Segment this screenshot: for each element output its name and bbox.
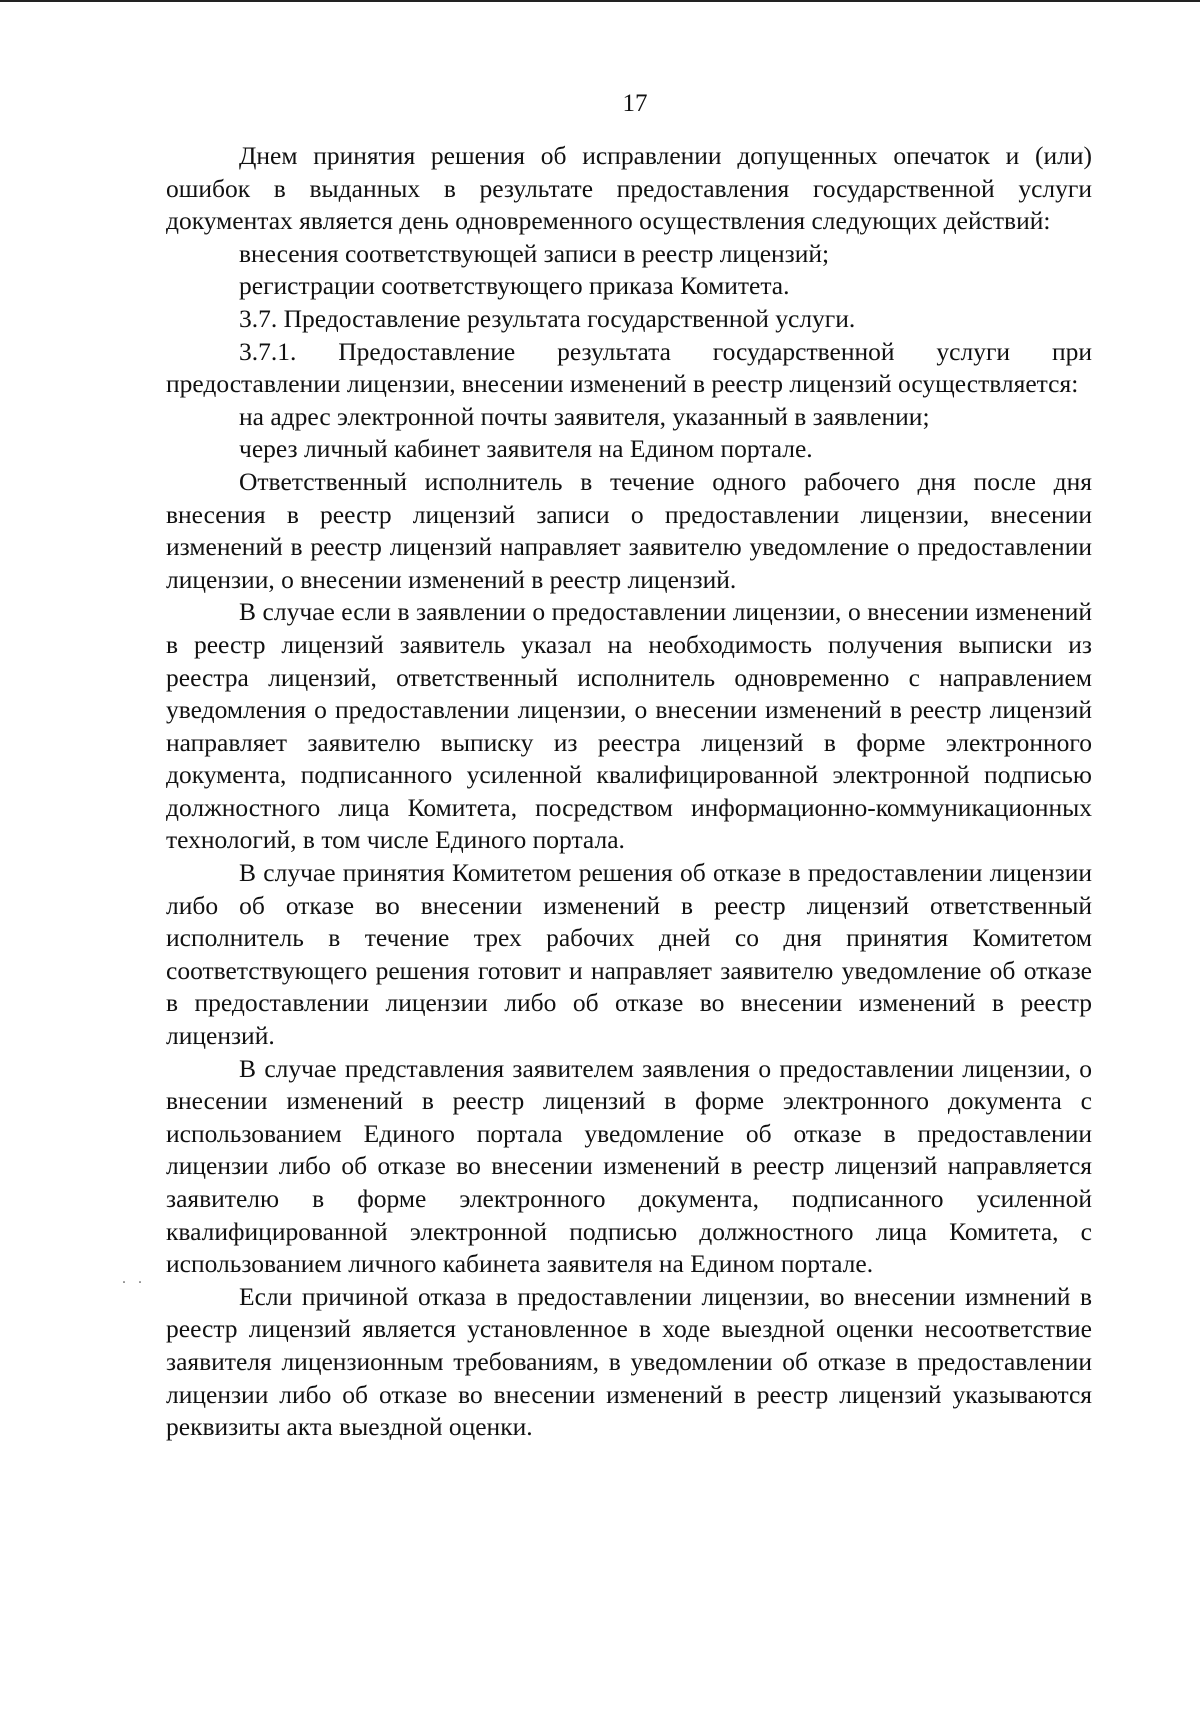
- paragraph-responsible-executor: Ответственный исполнитель в течение одного рабочего дня после дня внесения в реестр лицензий записи о предоставлении лицензии, внесении изменений в реестр лицензий направляет заявителю уведомление о предоставлении лицензии, о внесении изменений в реестр лицензий.: [166, 466, 1092, 594]
- list-item-personal-cabinet: через личный кабинет заявителя на Едином портале.: [239, 434, 813, 464]
- paragraph-registry-extract: В случае если в заявлении о предоставлении лицензии, о внесении изменений в реестр лицензий заявитель указал на необходимость получения выписки из реестра лицензий, ответственный исполнитель одновременно с направлением уведомления о предоставлении лицензии, о внесении изменений в реестр лицензий направляет заявителю выписку из реестра лицензий в форме электронного документа, подписанного усиленной квалифицированной электронной подписью должностного лица Комитета, посредством информационно-коммуникационных технологий, в том числе Единого портала.: [166, 597, 1092, 855]
- paragraph-correction-date: Днем принятия решения об исправлении допущенных опечаток и (или) ошибок в выданных в результате предоставления государственной услуги документах является день одновременного осуществления следующих действий:: [166, 141, 1092, 236]
- section-heading-3-7: 3.7. Предоставление результата государственной услуги.: [239, 303, 856, 333]
- margin-mark: . .: [122, 1270, 146, 1287]
- list-item-order-registration: регистрации соответствующего приказа Комитета.: [239, 271, 790, 301]
- list-item-email: на адрес электронной почты заявителя, указанный в заявлении;: [239, 401, 930, 431]
- document-body: [166, 140, 1092, 1444]
- paragraph-inspection-refusal: Если причиной отказа в предоставлении лицензии, во внесении измнений в реестр лицензий является установленное в ходе выездной оценки несоответствие заявителя лицензионным требованиям, в уведомлении об отказе в предоставлении лицензии либо об отказе во внесении изменений в реестр лицензий указываются реквизиты акта выездной оценки.: [166, 1281, 1092, 1442]
- page-number: 17: [622, 90, 648, 117]
- paragraph-3-7-1: 3.7.1. Предоставление результата государственной услуги при предоставлении лицензии, внесении изменений в реестр лицензий осуществляется:: [166, 336, 1092, 399]
- paragraph-electronic-refusal: В случае представления заявителем заявления о предоставлении лицензии, о внесении изменений в реестр лицензий в форме электронного документа с использованием Единого портала уведомление об отказе в предоставлении лицензии либо об отказе во внесении изменений в реестр лицензий направляется заявителю в форме электронного документа, подписанного усиленной квалифицированной электронной подписью должностного лица Комитета, с использованием личного кабинета заявителя на Едином портале.: [166, 1053, 1092, 1279]
- paragraph-refusal-decision: В случае принятия Комитетом решения об отказе в предоставлении лицензии либо об отказе во внесении изменений в реестр лицензий ответственный исполнитель в течение трех рабочих дней со дня принятия Комитетом соответствующего решения готовит и направляет заявителю уведомление об отказе в предоставлении лицензии либо об отказе во внесении изменений в реестр лицензий.: [166, 858, 1092, 1051]
- list-item-registry-entry: внесения соответствующей записи в реестр лицензий;: [239, 238, 830, 268]
